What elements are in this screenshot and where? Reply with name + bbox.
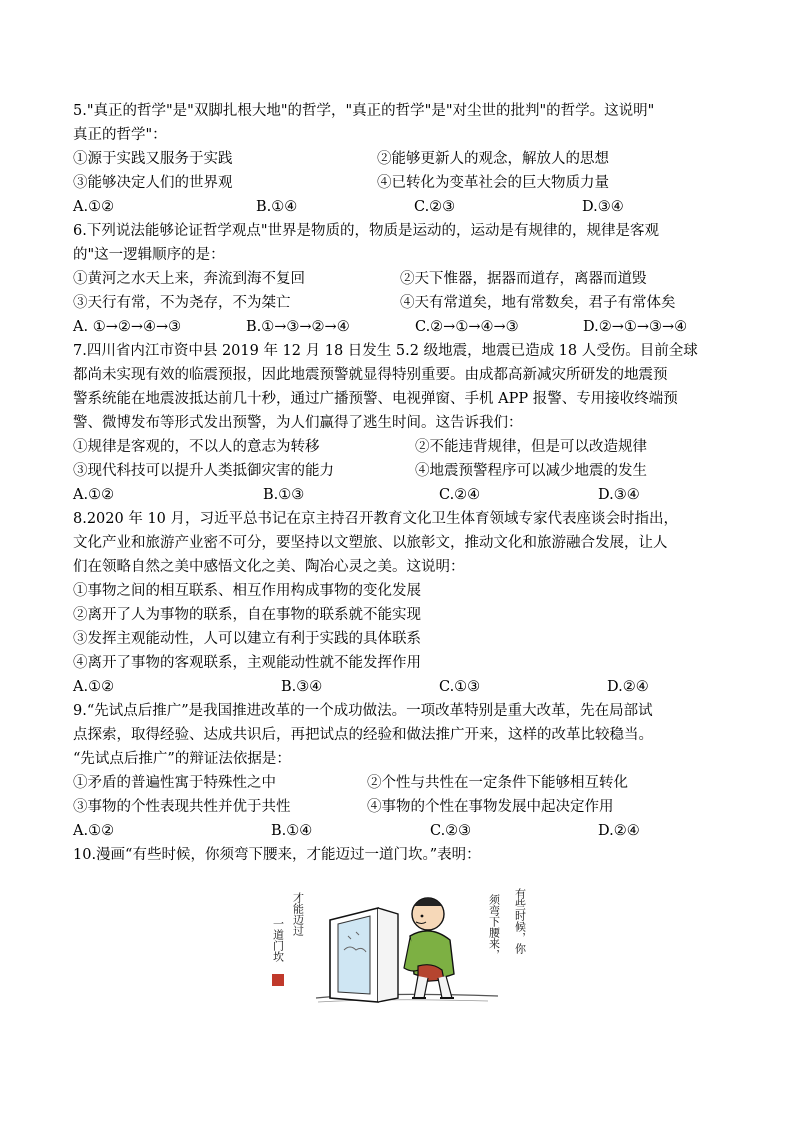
q9-choice-b: B.①④ (271, 823, 313, 839)
q9-choice-d: D.②④ (598, 823, 640, 839)
q7-stem-line-3: 警系统能在地震波抵达前几十秒，通过广播预警、电视弹窗、手机 APP 报警、专用接收终端预 (73, 391, 678, 407)
red-seal (272, 974, 284, 986)
q9-stem-line-3: “先试点后推广”的辩证法依据是： (73, 751, 291, 767)
caption-right-col-1: 有些时候，你 (513, 888, 527, 954)
q5-stem-line-2: 真正的哲学"： (73, 127, 167, 143)
q9-stem-line-1: 9.“先试点后推广”是我国推进改革的一个成功做法。一项改革特别是重大改革，先在局部试 (73, 703, 653, 719)
q7-choice-a: A.①② (73, 487, 115, 503)
q9-choice-c: C.②③ (430, 823, 472, 839)
cartoon-person (404, 898, 454, 998)
q7-statement-1: ①规律是客观的，不以人的意志为转移 (73, 439, 320, 455)
q8-choice-c: C.①③ (439, 679, 481, 695)
q5-stem-line-1: 5."真正的哲学"是"双脚扎根大地"的哲学，"真正的哲学"是"对尘世的批判"的哲学。这说明" (73, 103, 655, 119)
q9-stem-line-2: 点探索，取得经验、达成共识后，再把试点的经验和做法推广开来，这样的改革比较稳当。 (73, 727, 653, 743)
q5-statement-3: ③能够决定人们的世界观 (73, 175, 233, 191)
q8-stem-line-1: 8.2020 年 10 月，习近平总书记在京主持召开教育文化卫生体育领域专家代表座谈会时指出， (73, 511, 679, 527)
q5-statement-2: ②能够更新人的观念，解放人的思想 (377, 151, 609, 167)
caption-right-col-2: 须弯下腰来， (487, 894, 501, 960)
q6-statement-3: ③天行有常，不为尧存，不为桀亡 (73, 295, 291, 311)
caption-left-col-1: 才能迈过 (291, 892, 305, 936)
q7-choice-b: B.①③ (263, 487, 305, 503)
q5-choice-c: C.②③ (414, 199, 456, 215)
q6-stem-line-2: 的"这一逻辑顺序的是： (73, 247, 225, 263)
q5-choice-a: A.①② (73, 199, 115, 215)
q5-statement-4: ④已转化为变革社会的巨大物质力量 (377, 175, 609, 191)
cartoon-caption-left (272, 891, 305, 963)
q8-choice-a: A.①② (73, 679, 115, 695)
door (330, 908, 398, 1002)
q8-stem-line-2: 文化产业和旅游产业密不可分，要坚持以文塑旅、以旅彰文，推动文化和旅游融合发展，让人 (73, 535, 668, 551)
q8-statement-1: ①事物之间的相互联系、相互作用构成事物的变化发展 (73, 583, 421, 599)
q8-choice-b: B.③④ (281, 679, 323, 695)
q9-choice-a: A.①② (73, 823, 115, 839)
q9-statement-2: ②个性与共性在一定条件下能够相互转化 (367, 775, 628, 791)
q6-choice-b: B.①→③→②→④ (246, 319, 350, 335)
q5-choice-b: B.①④ (256, 199, 298, 215)
q7-statement-4: ④地震预警程序可以减少地震的发生 (415, 463, 647, 479)
q6-statement-4: ④天有常道矣，地有常数矣，君子有常体矣 (400, 295, 676, 311)
cartoon-caption-right (488, 888, 527, 960)
q8-statement-3: ③发挥主观能动性，人可以建立有利于实践的具体联系 (73, 631, 421, 647)
q6-choice-a: A. ①→②→④→③ (73, 319, 182, 335)
q6-statement-1: ①黄河之水天上来，奔流到海不复回 (73, 271, 305, 287)
q6-choice-c: C.②→①→④→③ (415, 319, 519, 335)
q8-statement-2: ②离开了人为事物的联系，自在事物的联系就不能实现 (73, 607, 421, 623)
q7-stem-line-4: 警、微博发布等形式发出预警，为人们赢得了逃生时间。这告诉我们： (73, 415, 523, 431)
caption-left-col-2: 一道门坎 (271, 918, 285, 962)
q5-statement-1: ①源于实践又服务于实践 (73, 151, 233, 167)
q7-statement-2: ②不能违背规律，但是可以改造规律 (415, 439, 647, 455)
q6-stem-line-1: 6.下列说法能够论证哲学观点"世界是物质的，物质是运动的，运动是有规律的，规律是客观 (73, 223, 660, 239)
q8-choice-d: D.②④ (607, 679, 649, 695)
q9-statement-4: ④事物的个性在事物发展中起决定作用 (367, 799, 614, 815)
q6-choice-d: D.②→①→③→④ (583, 319, 688, 335)
q7-choice-d: D.③④ (598, 487, 640, 503)
q8-stem-line-3: 们在领略自然之美中感悟文化之美、陶冶心灵之美。这说明： (73, 559, 465, 575)
q5-choice-d: D.③④ (582, 199, 624, 215)
q7-statement-3: ③现代科技可以提升人类抵御灾害的能力 (73, 463, 334, 479)
q9-statement-1: ①矛盾的普遍性寓于特殊性之中 (73, 775, 276, 791)
q7-stem-line-1: 7.四川省内江市资中县 2019 年 12 月 18 日发生 5.2 级地震，地震已造成 18 人受伤。目前全球 (73, 343, 698, 359)
q9-statement-3: ③事物的个性表现共性并优于共性 (73, 799, 291, 815)
cartoon-image (258, 880, 534, 1008)
q6-statement-2: ②天下惟器，据器而道存，离器而道毁 (400, 271, 647, 287)
q10-stem-line-1: 10.漫画“有些时候，你须弯下腰来，才能迈过一道门坎。”表明： (73, 847, 481, 863)
q8-statement-4: ④离开了事物的客观联系，主观能动性就不能发挥作用 (73, 655, 421, 671)
q7-choice-c: C.②④ (439, 487, 481, 503)
q7-stem-line-2: 都尚未实现有效的临震预报，因此地震预警就显得特别重要。由成都高新减灾所研发的地震预 (73, 367, 668, 383)
